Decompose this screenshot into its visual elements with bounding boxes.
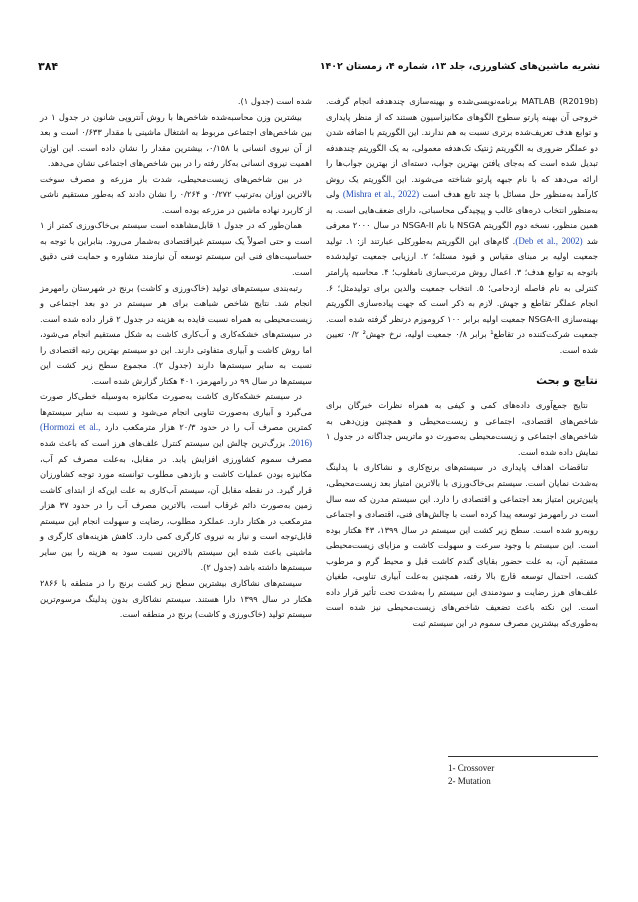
citation-deb[interactable]: (Deb et al., 2002) (515, 235, 583, 246)
footnote-1: 1- Crossover (448, 763, 495, 773)
text-run: در سیستم خشکه‌کاری کاشت به‌صورت مکانیزه به‌وسیله خطی‌کار صورت می‌گیرد و آبیاری به‌صورت تناوبی انجام می‌شود و نسبت به سایر سیستم‌ها کمترین مصرف آب را در حدود ۲۰/۳ هزار مترمکعب دارد (40, 391, 313, 433)
paragraph-sustainability-conflicts: تناقضات اهداف پایداری در سیستم‌های برنج‌کاری و نشاکاری با پدلینگ به‌شدت نمایان است. سیستم بی‌خاک‌ورزی با بالاترین امتیاز بعد زیست‌محیطی، پایین‌ترین امتیاز بعد اجتماعی و اقتصادی را دارد. این سیستم مدرن که سه سال است در رامهرمز توسعه پیدا کرده است با چالش‌های فنی، اقتصادی و اجتماعی روبه‌رو شده است. سطح زیر کشت این سیستم در سال ۱۳۹۹، ۴۳ هکتار بوده است. این سیستم با وجود سرعت و سهولت کاشت و مزایای زیست‌محیطی مستقیم آن، به علت حضور بقایای گندم کاشت قبل و محیط گرم و مرطوب کشت، احتمال توسعه قارچ بالا رفته، همچنین به‌علت آبیاری تناوبی، طغیان علف‌های هرز رضایت و سودمندی این سیستم را به‌شدت تحت تأثیر قرار داده است. این نکته باعث تضعیف شاخص‌های زیست‌محیطی نیز شده است به‌طوری‌که بیشترین مصرف سموم در این سیستم ثبت (326, 462, 598, 628)
footnote-2: 2- Mutation (448, 776, 491, 786)
paragraph-no-tillage: همان‌طور که در جدول ۱ قابل‌مشاهده است سیستم بی‌خاک‌ورزی کمتر از ۱ است و حتی اصولاً یک سیستم غیراقتصادی به‌شمار می‌رود. بنابراین با توجه به حساسیت‌های فنی این سیستم توسعه آن نیازمند مشاوره و حمایت فنی دقیق است. (40, 220, 312, 278)
paragraph-environmental-weights: در بین شاخص‌های زیست‌محیطی، شدت بار مزرعه و مصرف سوخت بالاترین اوزان به‌ترتیب ۰/۲۷۲ و ۰/۲۶۴ را نشان دادند که به‌طور مستقیم ناشی از کاربرد نهاده ماشین در مزرعه بوده است. (40, 173, 312, 215)
paragraph-continued: شده است (جدول ۱). (237, 96, 312, 106)
paragraph-ranking: رتبه‌بندی سیستم‌های تولید (خاک‌ورزی و کاشت) برنج در شهرستان رامهرمز انجام شد. نتایج شاخص شباهت برای هر سیستم در دو بعد اجتماعی و زیست‌محیطی به همراه نسبت فایده به هزینه در جدول ۲ قرار داده شده است. در سیستم‌های خشکه‌کاری و آب‌کاری کاشت به شکل مستقیم انجام می‌شود، اما روش کاشت و آبیاری متفاوتی دارند. این دو سیستم بهترین رتبه اقتصادی را نسبت به سایر سیستم‌ها دارند (جدول ۲). مجموع سطح زیر کشت این سیستم‌ها در سال ۹۹ در رامهرمز، ۴۰۱ هکتار گزارش شده است. (40, 282, 312, 386)
citation-mishra[interactable]: (Mishra et al., 2022) (342, 189, 420, 200)
paragraph-social-weights: بیشترین وزن محاسبه‌شده شاخص‌ها با روش آنتروپی شانون در جدول ۱ در بین شاخص‌های اجتماعی مربوط به اشتغال ماشینی با مقدار ۰/۶۳۳ است و بعد از آن نیروی انسانی با ۰/۱۵۸، بیشترین مقدار را نشان داده است. این اوزان اهمیت نیروی انسانی به‌کار رفته را در بین شاخص‌های اجتماعی نشان می‌دهد. (40, 111, 312, 169)
right-column (326, 94, 598, 632)
page-number: ۳۸۴ (38, 60, 59, 73)
text-run: (R2019b) MATLAB برنامه‌نویسی‌شده و بهینه‌سازی چندهدفه انجام گرفت. خروجی آن بهینه پارتو سطوح الگوهای مکانیزاسیون هستند که از منظر پایداری و توابع هدف تعریف‌شده برتری نسبت به هم ندارند. این الگوریتم با اضافه شدن دو عملگر ضروری به الگوریتم ژنتیک تک‌هدفه معمولی، به یک الگوریتم چندهدفه تبدیل شده است که به‌جای یافتن بهترین جواب، دسته‌ای از بهترین جواب‌ها را ارائه می‌دهد که با نام جبهه پارتو شناخته می‌شوند. این الگوریتم یک روش کارآمد به‌منظور حل مسائل با چند تابع هدف است (326, 96, 599, 200)
running-header (38, 58, 600, 76)
section-heading-results: نتایج و بحث (536, 374, 598, 388)
text-run: ولی به‌منظور انتخاب ذره‌های غالب و پیچیدگی محاسباتی، دارای ضعف‌هایی است. به همین منظور، نسخه دوم الگوریتم NSGA با نام NSGA-II در سال ۲۰۰۰ معرفی شد (326, 189, 598, 246)
paragraph-nsga (326, 94, 598, 358)
text-run: . بزرگ‌ترین چالش این سیستم کنترل علف‌های هرز است که باعث شده مصرف سموم کشاورزی افزایش یابد. در مقابل، به‌علت مصرف کم آب، مکانیزه بودن عملیات کاشت و بازدهی مطلوب توانسته مورد توجه کشاورزان قرار گیرد. در نقطه مقابل آن، سیستم آب‌کاری به علت این‌که از ابتدای کاشت زمین به‌صورت دائم غرقاب است، بالاترین مصرف آب را در حدود ۳۷ هزار مترمکعب در هکتار دارد. عملکرد مطلوب، رضایت و سهولت انجام این سیستم قابل‌توجه است و نیاز به نیروی کارگری کمی دارد. کاهش هزینه‌های کارگری و ماشینی باعث شده این سیستم بالاترین نسبت سود به هزینه را بین سایر سیستم‌ها داشته باشد (جدول ۲). (40, 438, 312, 573)
paragraph-transplanting: سیستم‌های نشاکاری بیشترین سطح زیر کشت برنج را در منطقه با ۲۸۶۶ هکتار در سال ۱۳۹۹ دارا هستند. سیستم نشاکاری بدون پدلینگ مرسوم‌ترین سیستم تولید (خاک‌ورزی و کاشت) برنج در منطقه است. (40, 577, 312, 620)
paragraph-dry-seeding (40, 389, 312, 576)
footnote-divider (448, 756, 598, 757)
citation-hormozi[interactable]: (Hormozi et al., 2016) (40, 422, 312, 449)
paragraph-results-intro: نتایج جمع‌آوری داده‌های کمی و کیفی به همراه نظرات خبرگان برای شاخص‌های اقتصادی، اجتماعی و زیست‌محیطی و همچنین وزن‌دهی به شاخص‌های اجتماعی و زیست‌محیطی به‌صورت دو ماتریس جداگانه در جدول ۱ نمایش داده شده است. (326, 400, 598, 457)
footnotes (326, 756, 598, 788)
text-run: . گام‌های این الگوریتم به‌طورکلی عبارتند از: ۱. تولید جمعیت اولیه بر مبنای مقیاس و قیود مسئله؛ ۲. ارزیابی جمعیت تولیدشده باتوجه به توابع هدف؛ ۳. اعمال روش مرتب‌سازی نامغلوب؛ ۴. محاسبه پارامتر کنترلی به نام فاصله ازدحامی؛ ۵. انتخاب جمعیت والدین برای تولیدمثل؛ ۶. انجام عملگر تقاطع و جهش. لازم به ذکر است که جهت پیاده‌سازی الگوریتم بهینه‌سازی NSGA-II جمعیت اولیه برابر ۱۰۰ کروموزم درنظر گرفته شده است. جمعیت شرکت‌کننده در تقاطع¹ برابر ۰/۸ جمعیت اولیه، نرخ جهش² ۰/۲ تعیین شده است. (326, 235, 598, 355)
journal-info: نشریه ماشین‌های کشاورزی، جلد ۱۳، شماره ۴، زمستان ۱۴۰۲ (319, 61, 600, 72)
left-column (40, 94, 312, 623)
